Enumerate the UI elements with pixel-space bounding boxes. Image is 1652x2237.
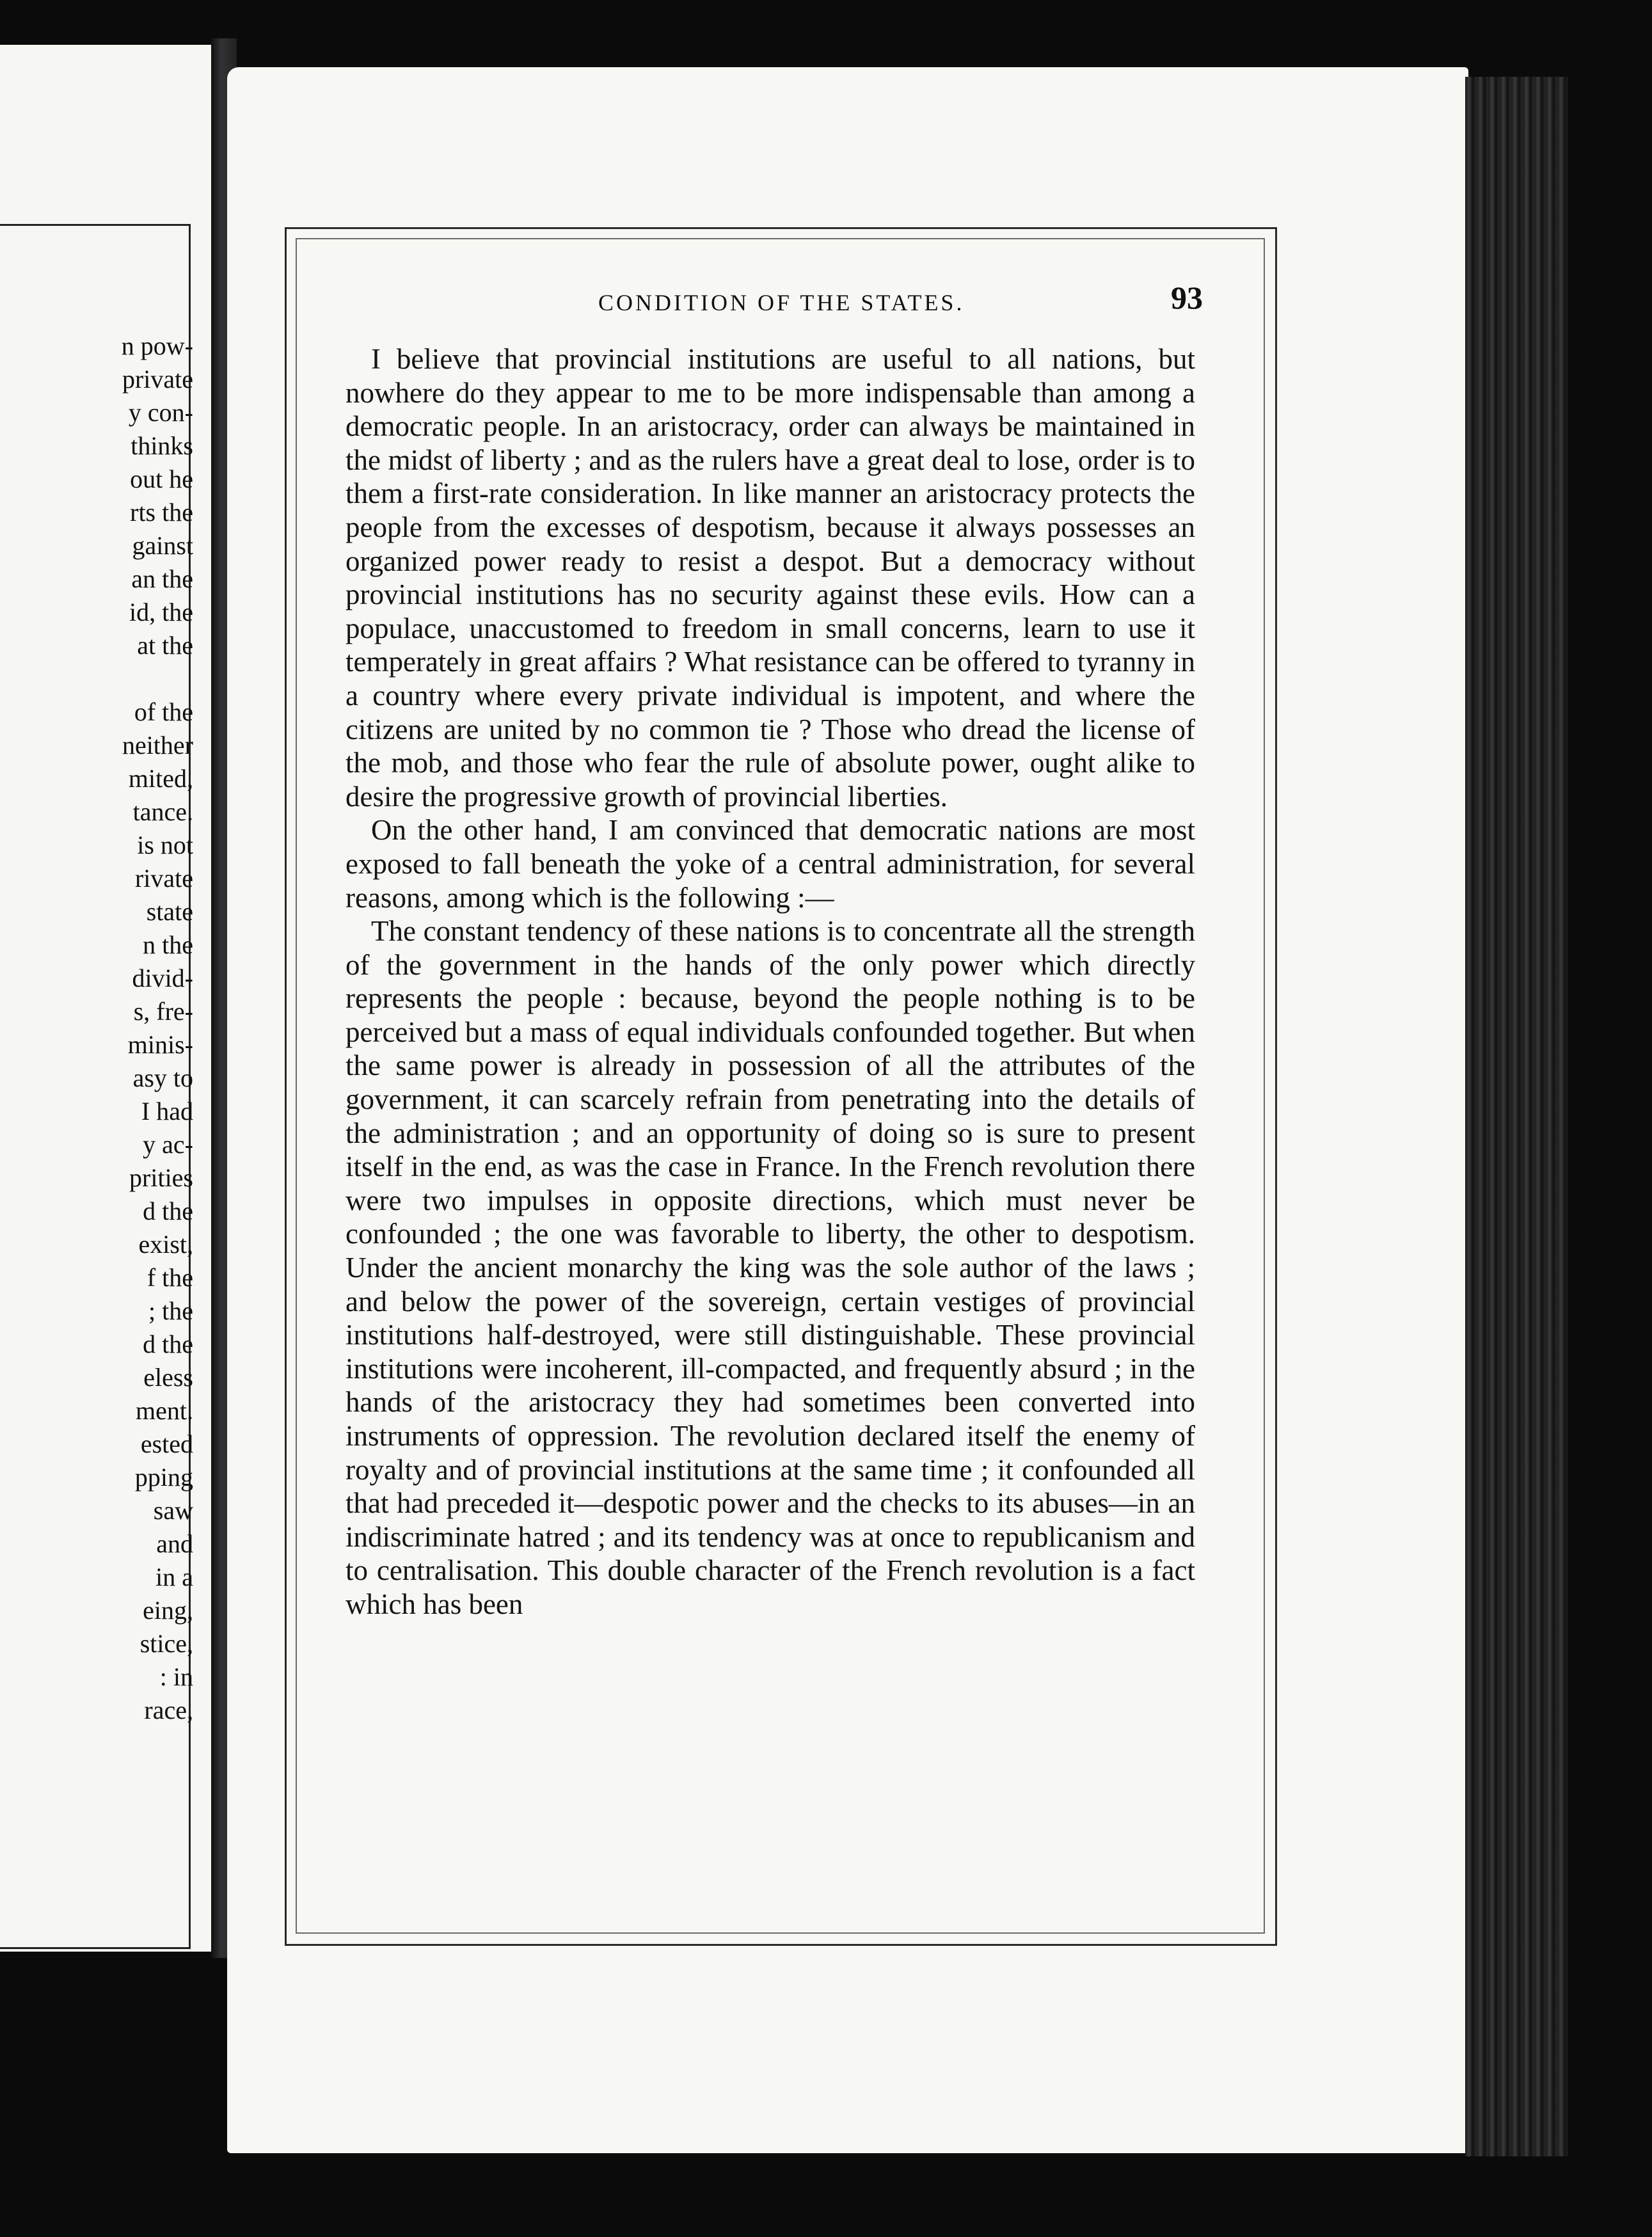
left-page-line: mited, bbox=[128, 764, 193, 793]
left-page-line: pping bbox=[134, 1463, 193, 1492]
left-page-line: minis- bbox=[127, 1030, 193, 1059]
left-page-line: n pow- bbox=[121, 331, 193, 360]
left-page-line: and bbox=[156, 1529, 193, 1558]
left-page-line: ; the bbox=[148, 1296, 193, 1325]
left-page-line: rts the bbox=[130, 498, 193, 527]
left-page-line: id, the bbox=[129, 598, 193, 626]
page-header bbox=[345, 275, 1203, 326]
left-page-line: exist, bbox=[138, 1230, 193, 1259]
left-page-line: is not bbox=[137, 831, 193, 859]
left-page-line: s, fre- bbox=[133, 997, 193, 1026]
left-page-line: in a bbox=[155, 1563, 193, 1591]
left-page-line: gainst bbox=[132, 531, 193, 560]
paragraph: The constant tendency of these nations is to concentrate all the strength of the government in the hands of the only power which directly represents the people : because, beyond the people nothing is to be perceived but a mass of equal individuals confounded together. But when the same power is already in possession of all the attributes of the government, it can scarcely refrain from penetrating into the details of the administration ; and an opportunity of doing so is sure to present itself in the end, as was the case in France. In the French revolution there were two impulses in opposite directions, which must never be confounded ; the one was favorable to liberty, the other to despotism. Under the ancient monarchy the king was the sole author of the laws ; and below the power of the sovereign, certain vestiges of provincial institutions half-destroyed, were still distinguishable. These provincial institutions were incoherent, ill-compacted, and frequently absurd ; in the hands of the aristocracy they had sometimes been converted into instruments of oppression. The revolution declared itself the enemy of royalty and of provincial institutions at the same time ; it confounded all that had preceded it—despotic power and the checks to its abuses—in an indiscriminate hatred ; and its tendency was at once to republicanism and to centralisation. This double character of the French revolution is a fact which has been bbox=[345, 915, 1195, 1620]
page-number: 93 bbox=[1171, 280, 1203, 315]
left-page-line bbox=[0, 662, 198, 696]
paragraph: I believe that provincial institutions are useful to all nations, but nowhere do they appear to me to be more indispensable than among a democratic people. In an aristocracy, order can always be maintained in the midst of liberty ; and as the rulers have a great deal to lose, order is to them a first-rate consideration. In like manner an aristocracy protects the people from the excesses of despotism, because it always possesses an organized power ready to resist a despot. But a democracy without provincial institutions has no security against these evils. How can a populace, unaccustomed to freedom in small concerns, learn to use it temperately in great affairs ? What resistance can be offered to tyranny in a country where every private individual is impotent, and where the citizens are united by no common tie ? Those who dread the license of the mob, and those who fear the rule of absolute power, ought alike to desire the progressive growth of provincial liberties. bbox=[345, 343, 1195, 813]
left-page-line: d the bbox=[143, 1197, 193, 1225]
left-page-line: eing, bbox=[143, 1596, 193, 1625]
left-page-line: y con- bbox=[128, 398, 193, 427]
left-page-line: n the bbox=[143, 930, 193, 959]
left-page-line: eless bbox=[143, 1363, 193, 1392]
left-page-line: ested bbox=[140, 1429, 193, 1458]
left-page-line: I had bbox=[141, 1097, 193, 1126]
left-page-line: saw bbox=[153, 1496, 193, 1525]
body-text bbox=[345, 342, 1195, 1621]
left-page-line: thinks bbox=[131, 431, 193, 460]
left-page-line: divid- bbox=[132, 964, 193, 992]
left-page-text-fragments bbox=[0, 330, 198, 1727]
left-page-line: private bbox=[122, 365, 193, 394]
left-page-line: out he bbox=[130, 465, 193, 493]
left-page-line: f the bbox=[147, 1263, 193, 1292]
left-page-line: rivate bbox=[134, 864, 193, 893]
left-page-line: ment. bbox=[136, 1396, 193, 1425]
left-page-line: neither bbox=[122, 731, 193, 760]
left-page-line: d the bbox=[143, 1330, 193, 1358]
left-page-line: an the bbox=[131, 564, 193, 593]
left-page-line: asy to bbox=[132, 1063, 193, 1092]
left-page-line: tance. bbox=[132, 797, 193, 826]
page-block-edge bbox=[1465, 77, 1568, 2156]
left-page-line: prities bbox=[129, 1163, 193, 1192]
left-page-line: at the bbox=[137, 631, 193, 660]
paragraph: On the other hand, I am convinced that democratic nations are most exposed to fall beneath the yoke of a central administration, for several reasons, among which is the following :— bbox=[345, 814, 1195, 914]
running-head: CONDITION OF THE STATES. bbox=[598, 290, 965, 315]
left-page-line: : in bbox=[159, 1662, 193, 1691]
left-page-line: of the bbox=[134, 697, 193, 726]
left-page-line: state bbox=[146, 897, 193, 926]
left-page-line: stice, bbox=[139, 1629, 193, 1658]
left-page-line: y ac- bbox=[143, 1130, 193, 1159]
left-page-line: race, bbox=[144, 1696, 193, 1724]
